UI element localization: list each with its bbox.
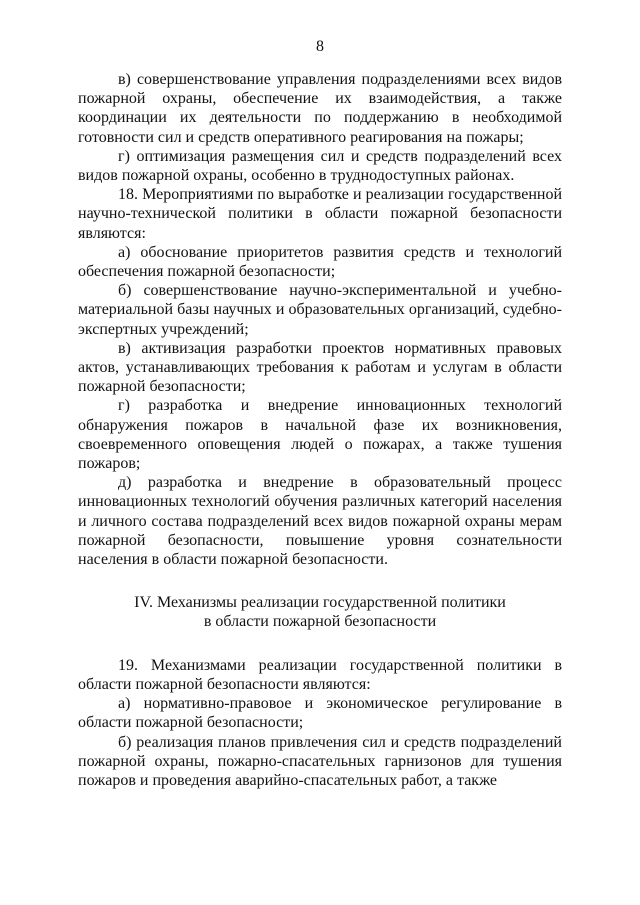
section-heading-line-2: в области пожарной безопасности (203, 613, 437, 631)
paragraph-item-v-management: в) совершенствование управления подразделениями всех видов пожарной охраны, обеспечение их взаимодействия, а также координации их деятельности по поддержанию в необходимой готовности сил и средств оперативного реагирования на пожары; (78, 71, 562, 146)
section-heading-line-1: IV. Механизмы реализации государственной политики (134, 594, 506, 612)
paragraph-item-g-optimization: г) оптимизация размещения сил и средств подразделений всех видов пожарной охраны, особенно в труднодоступных районах. (78, 147, 562, 185)
paragraph-19: 19. Механизмами реализации государственной политики в области пожарной безопасности являются: (78, 656, 562, 693)
document-body (78, 70, 562, 790)
paragraph-item-a-priorities: а) обоснование приоритетов развития средств и технологий обеспечения пожарной безопасности; (78, 243, 562, 281)
paragraph-item-b-plans: б) реализация планов привлечения сил и средств подразделений пожарной охраны, пожарно-спасательных гарнизонов для тушения пожаров и проведения аварийно-спасательных работ, а также (78, 733, 562, 789)
section-heading (78, 593, 562, 631)
paragraph-item-g-detection: г) разработка и внедрение инновационных технологий обнаружения пожаров в начальной фазе их возникновения, своевременного оповещения людей о пожарах, а также тушения пожаров; (78, 397, 562, 473)
page-number: 8 (316, 38, 324, 55)
paragraph-18: 18. Мероприятиями по выработке и реализации государственной научно-технической политики в области пожарной безопасности являются: (78, 186, 562, 242)
paragraph-item-b-research-base: б) совершенствование научно-экспериментальной и учебно-материальной базы научных и образовательных организаций, судебно-экспертных учреждений; (78, 282, 562, 338)
paragraph-item-d-training: д) разработка и внедрение в образовательный процесс инновационных технологий обучения различных категорий населения и личного состава подразделений всех видов пожарной охраны мерам пожарной безопасности, повышение уровня сознательности населения в области пожарной безопасности. (78, 474, 562, 569)
paragraph-item-a-regulation: а) нормативно-правовое и экономическое регулирование в области пожарной безопасности; (78, 695, 562, 732)
paragraph-item-v-regulations: в) активизация разработки проектов нормативных правовых актов, устанавливающих требования к работам и услугам в области пожарной безопасности; (78, 339, 562, 396)
